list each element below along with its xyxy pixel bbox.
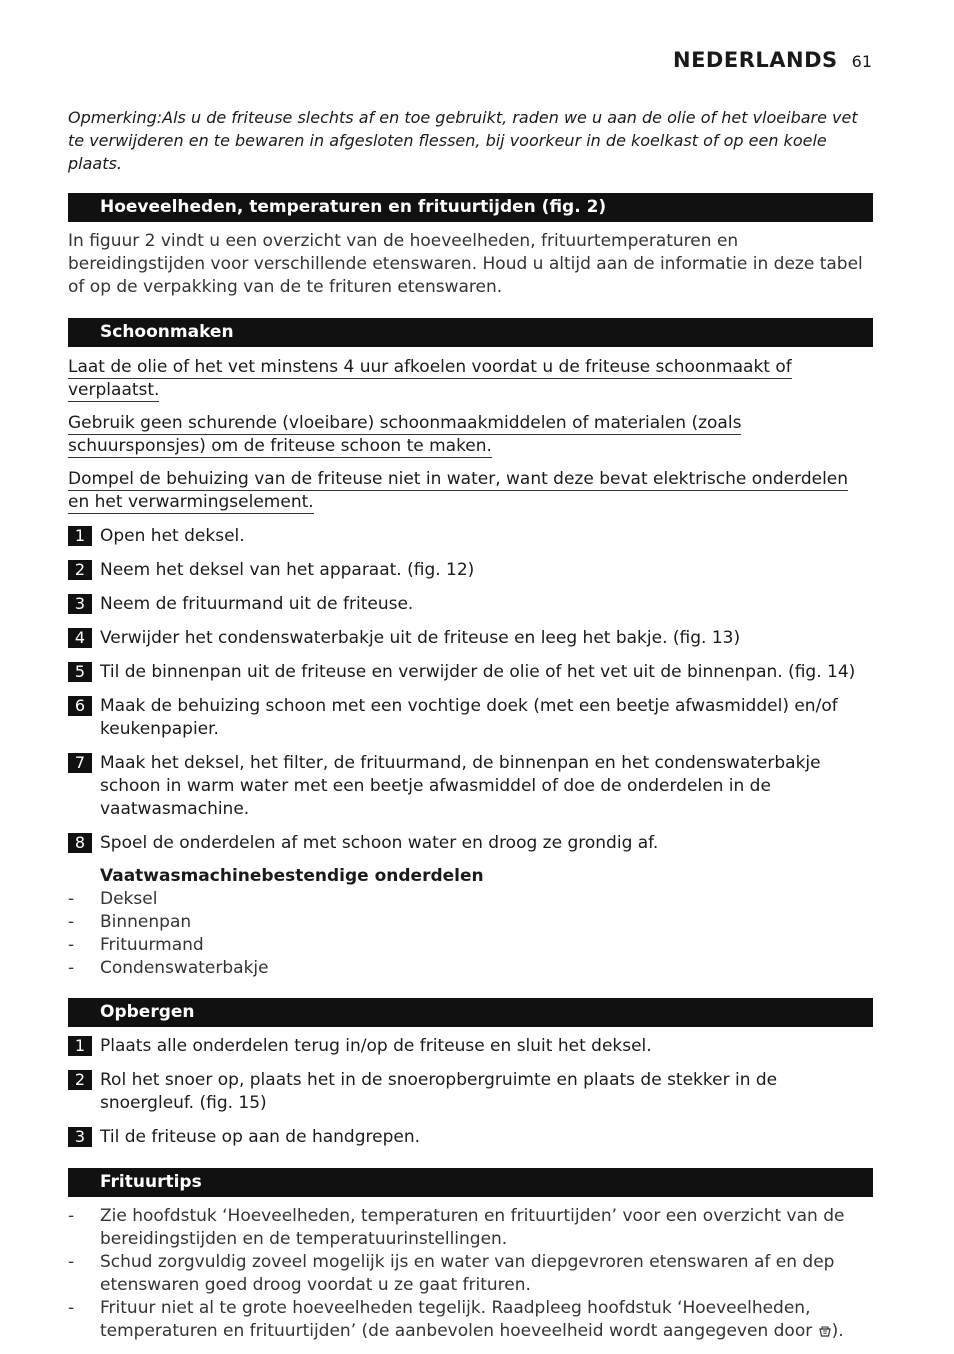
step-text: Neem de frituurmand uit de friteuse. (100, 594, 414, 614)
page-content (68, 106, 873, 1343)
step-number: 1 (68, 526, 92, 546)
step-text: Verwijder het condenswaterbakje uit de friteuse en leeg het bakje. (fig. 13) (100, 628, 741, 648)
step-number: 3 (68, 594, 92, 614)
step-text: Til de binnenpan uit de friteuse en verwijder de olie of het vet uit de binnenpan. (fig. 14) (100, 662, 856, 682)
section-heading-frituurtips: Frituurtips (68, 1168, 873, 1197)
step-text: Plaats alle onderdelen terug in/op de friteuse en sluit het deksel. (100, 1036, 652, 1056)
step-text: Open het deksel. (100, 526, 245, 546)
step-number: 6 (68, 696, 92, 716)
step-text: Maak het deksel, het filter, de frituurmand, de binnenpan en het condenswaterbakje schoon in warm water met een beetje afwasmiddel of doe de onderdelen in de vaatwasmachine. (100, 753, 821, 819)
step-text: Maak de behuizing schoon met een vochtige doek (met een beetje afwasmiddel) en/of keukenpapier. (100, 696, 838, 739)
section-heading-schoonmaken: Schoonmaken (68, 318, 873, 347)
list-item: - Binnenpan (68, 912, 192, 932)
section-heading-opbergen: Opbergen (68, 998, 873, 1027)
page-header (673, 48, 872, 72)
step-item (68, 695, 873, 741)
tip-text-end: ). (831, 1321, 844, 1341)
step-item (68, 559, 873, 582)
step-item (68, 752, 873, 821)
list-item: - Frituurmand (68, 935, 204, 955)
step-number: 1 (68, 1036, 92, 1056)
note-text: Opmerking:Als u de friteuse slechts af en toe gebruikt, raden we u aan de olie of het vloeibare vet te verwijderen en te bewaren in afgesloten flessen, bij voorkeur in de koelkast of op een koele plaats. (68, 108, 858, 173)
tip-item: - Zie hoofdstuk ‘Hoeveelheden, temperaturen en frituurtijden’ voor een overzicht van de bereidingstijden en de temperatuurinstellingen. (68, 1206, 845, 1249)
dishwasher-heading: Vaatwasmachinebestendige onderdelen (100, 866, 484, 886)
tip-item: - Frituur niet al te grote hoeveelheden tegelijk. Raadpleeg hoofdstuk ‘Hoeveelheden, temperaturen en frituurtijden’ (de aanbevolen hoeveelheid wordt aangegeven door ). (68, 1298, 844, 1341)
step-number: 4 (68, 628, 92, 648)
warning-text: Gebruik geen schurende (vloeibare) schoonmaakmiddelen of materialen (zoals schuursponsjes) om de friteuse schoon te maken. (68, 413, 742, 456)
hoeveelheden-text: In figuur 2 vindt u een overzicht van de hoeveelheden, frituurtemperaturen en bereidingstijden voor verschillende etenswaren. Houd u altijd aan de informatie in deze tabel of op de verpakking van de te frituren etenswaren. (68, 231, 863, 297)
step-number: 2 (68, 560, 92, 580)
step-item (68, 525, 873, 548)
step-item (68, 661, 873, 684)
page-number: 61 (851, 52, 872, 71)
list-item: - Condenswaterbakje (68, 958, 269, 978)
step-item (68, 832, 873, 855)
step-text: Neem het deksel van het apparaat. (fig. 12) (100, 560, 475, 580)
step-number: 7 (68, 753, 92, 773)
list-item: - Deksel (68, 889, 158, 909)
step-text: Rol het snoer op, plaats het in de snoeropbergruimte en plaats de stekker in de snoergleuf. (fig. 15) (100, 1070, 778, 1113)
tip-text: Frituur niet al te grote hoeveelheden tegelijk. Raadpleeg hoofdstuk ‘Hoeveelheden, temperaturen en frituurtijden’ (de aanbevolen hoeveelheid wordt aangegeven door (100, 1298, 813, 1341)
step-number: 2 (68, 1070, 92, 1090)
step-text: Spoel de onderdelen af met schoon water en droog ze grondig af. (100, 833, 659, 853)
step-item (68, 1126, 873, 1149)
language-label: NEDERLANDS (673, 48, 838, 72)
fry-basket-icon (818, 1324, 832, 1338)
step-item (68, 1069, 873, 1115)
warning-text: Dompel de behuizing van de friteuse niet in water, want deze bevat elektrische onderdelen en het verwarmingselement. (68, 469, 849, 512)
section-heading-hoeveelheden: Hoeveelheden, temperaturen en frituurtijden (fig. 2) (68, 193, 873, 222)
step-item (68, 627, 873, 650)
step-item (68, 1035, 873, 1058)
tip-item: - Schud zorgvuldig zoveel mogelijk ijs en water van diepgevroren etenswaren af en dep etenswaren goed droog voordat u ze gaat frituren. (68, 1252, 835, 1295)
warning-text: Laat de olie of het vet minstens 4 uur afkoelen voordat u de friteuse schoonmaakt of verplaatst. (68, 357, 792, 400)
step-item (68, 593, 873, 616)
step-number: 3 (68, 1127, 92, 1147)
step-number: 8 (68, 833, 92, 853)
step-number: 5 (68, 662, 92, 682)
step-text: Til de friteuse op aan de handgrepen. (100, 1127, 420, 1147)
